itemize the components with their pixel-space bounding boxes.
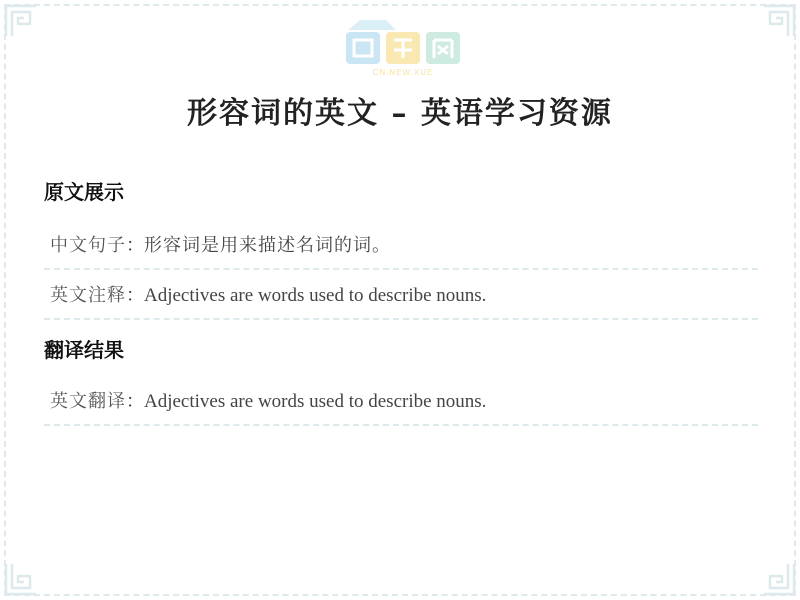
- logo-caption: CN.NEW.XUE: [372, 68, 434, 77]
- row-value: Adjectives are words used to describe nouns.: [144, 391, 487, 412]
- row-colon: ：: [126, 285, 144, 306]
- logo-icon: [342, 14, 464, 68]
- translation-result-row: [44, 378, 758, 426]
- site-logo: [342, 14, 464, 80]
- page-title: 形容词的英文 – 英语学习资源: [187, 96, 613, 131]
- original-english-note-row: [44, 272, 758, 320]
- original-section-heading: 原文展示: [44, 180, 124, 204]
- row-label: 中文句子: [50, 235, 126, 256]
- corner-ornament-icon: [4, 562, 38, 596]
- row-value: 形容词是用来描述名词的词。: [144, 235, 391, 256]
- corner-ornament-icon: [4, 4, 38, 38]
- original-chinese-sentence-row: [44, 222, 758, 270]
- row-colon: ：: [126, 235, 144, 256]
- row-label: 英文翻译: [50, 391, 126, 412]
- corner-ornament-icon: [762, 4, 796, 38]
- row-label: 英文注释: [50, 285, 126, 306]
- corner-ornament-icon: [762, 562, 796, 596]
- row-value: Adjectives are words used to describe nouns.: [144, 285, 487, 306]
- row-colon: ：: [126, 391, 144, 412]
- translation-section-heading: 翻译结果: [44, 338, 124, 362]
